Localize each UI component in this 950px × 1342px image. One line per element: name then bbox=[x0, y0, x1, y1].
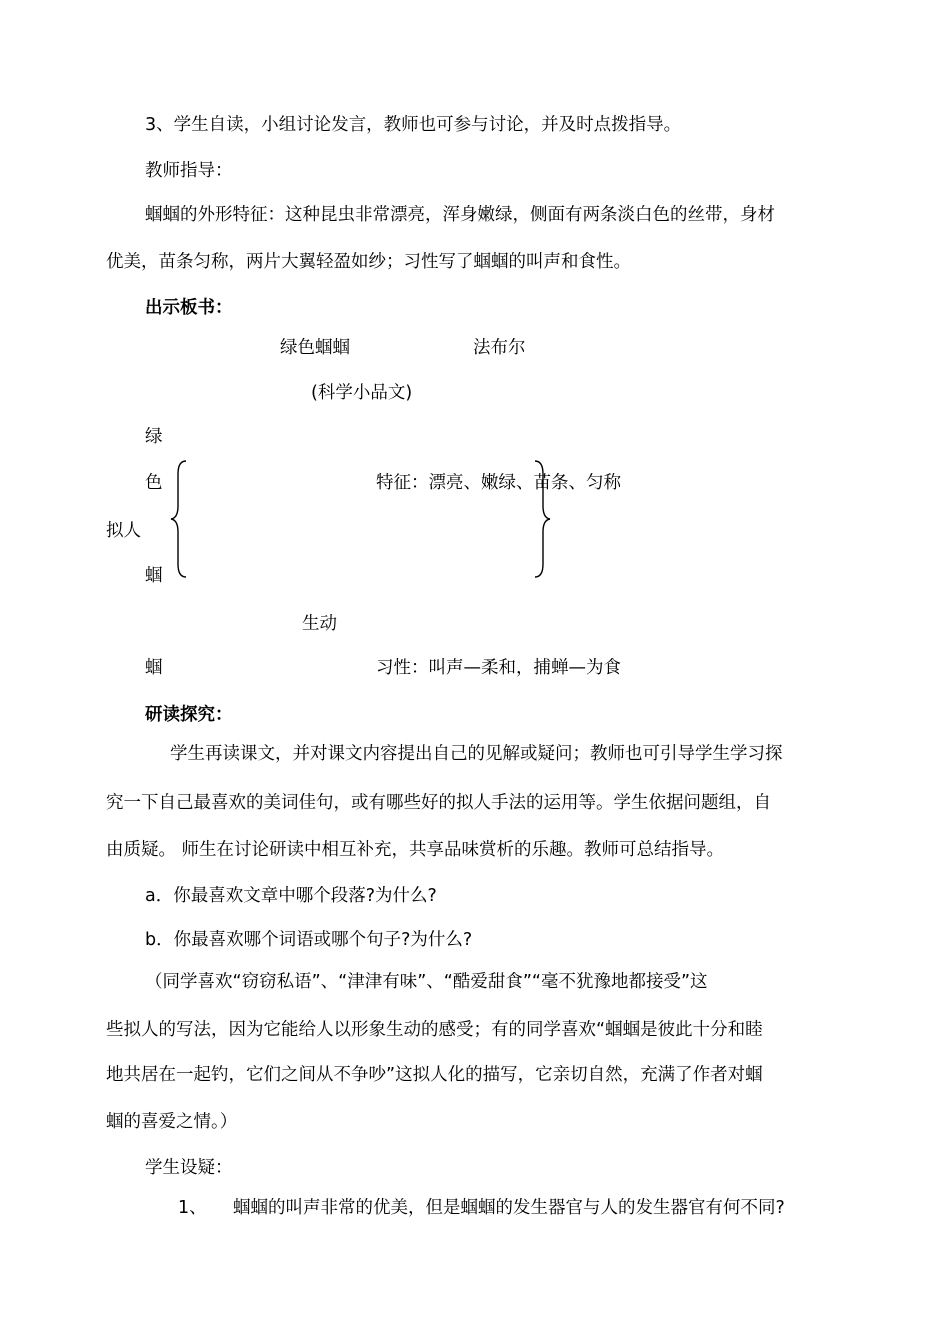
board-last-char: 蝈 bbox=[145, 658, 163, 678]
research-heading: 研读探究： bbox=[145, 705, 233, 725]
right-brace bbox=[531, 458, 553, 580]
question-b: b．你最喜欢哪个词语或哪个句子?为什么? bbox=[145, 930, 473, 950]
step-3-text: 3、学生自读，小组讨论发言，教师也可参与讨论，并及时点拨指导。 bbox=[145, 115, 682, 135]
board-habit: 习性：叫声—柔和，捕蝉—为食 bbox=[376, 658, 621, 678]
doubts-heading: 学生设疑： bbox=[145, 1158, 233, 1178]
research-para-line-3: 由质疑。 师生在讨论研读中相互补充，共享品味赏析的乐趣。教师可总结指导。 bbox=[106, 840, 725, 860]
board-feature: 特征：漂亮、嫩绿、苗条、匀称 bbox=[376, 473, 621, 493]
guide-line-2: 优美，苗条匀称，两片大翼轻盈如纱；习性写了蝈蝈的叫声和食性。 bbox=[106, 252, 631, 272]
doubt-item-1-number: 1、 bbox=[178, 1198, 207, 1218]
board-heading: 出示板书： bbox=[145, 298, 233, 318]
board-left-char-3: 蝈 bbox=[145, 566, 163, 586]
answer-line-2: 些拟人的写法，因为它能给人以形象生动的感受；有的同学喜欢“蝈蝈是彼此十分和睦 bbox=[106, 1020, 763, 1040]
answer-line-3: 地共居在一起钓，它们之间从不争吵”这拟人化的描写，它亲切自然，充满了作者对蝈 bbox=[106, 1065, 763, 1085]
board-title: 绿色蝈蝈 bbox=[280, 338, 350, 358]
research-para-line-1: 学生再读课文，并对课文内容提出自己的见解或疑问；教师也可引导学生学习探 bbox=[170, 744, 783, 764]
teacher-guide-title: 教师指导： bbox=[145, 161, 233, 181]
board-vivid: 生动 bbox=[302, 614, 337, 634]
board-left-char-1: 绿 bbox=[145, 427, 163, 447]
research-para-line-2: 究一下自己最喜欢的美词佳句，或有哪些好的拟人手法的运用等。学生依据问题组，自 bbox=[106, 793, 771, 813]
board-author: 法布尔 bbox=[473, 338, 526, 358]
guide-line-1: 蝈蝈的外形特征：这种昆虫非常漂亮，浑身嫩绿，侧面有两条淡白色的丝带，身材 bbox=[145, 205, 775, 225]
answer-line-1: （同学喜欢“窃窃私语”、“津津有味”、“酷爱甜食”“毫不犹豫地都接受”这 bbox=[145, 972, 708, 992]
board-personify: 拟人 bbox=[106, 521, 141, 541]
left-brace bbox=[168, 458, 190, 580]
question-a: a．你最喜欢文章中哪个段落?为什么? bbox=[145, 886, 437, 906]
board-genre: (科学小品文) bbox=[311, 383, 413, 403]
doubt-item-1-text: 蝈蝈的叫声非常的优美，但是蝈蝈的发生器官与人的发生器官有何不同? bbox=[233, 1198, 785, 1218]
answer-line-4: 蝈的喜爱之情。） bbox=[106, 1112, 238, 1132]
board-left-char-2: 色 bbox=[145, 473, 163, 493]
